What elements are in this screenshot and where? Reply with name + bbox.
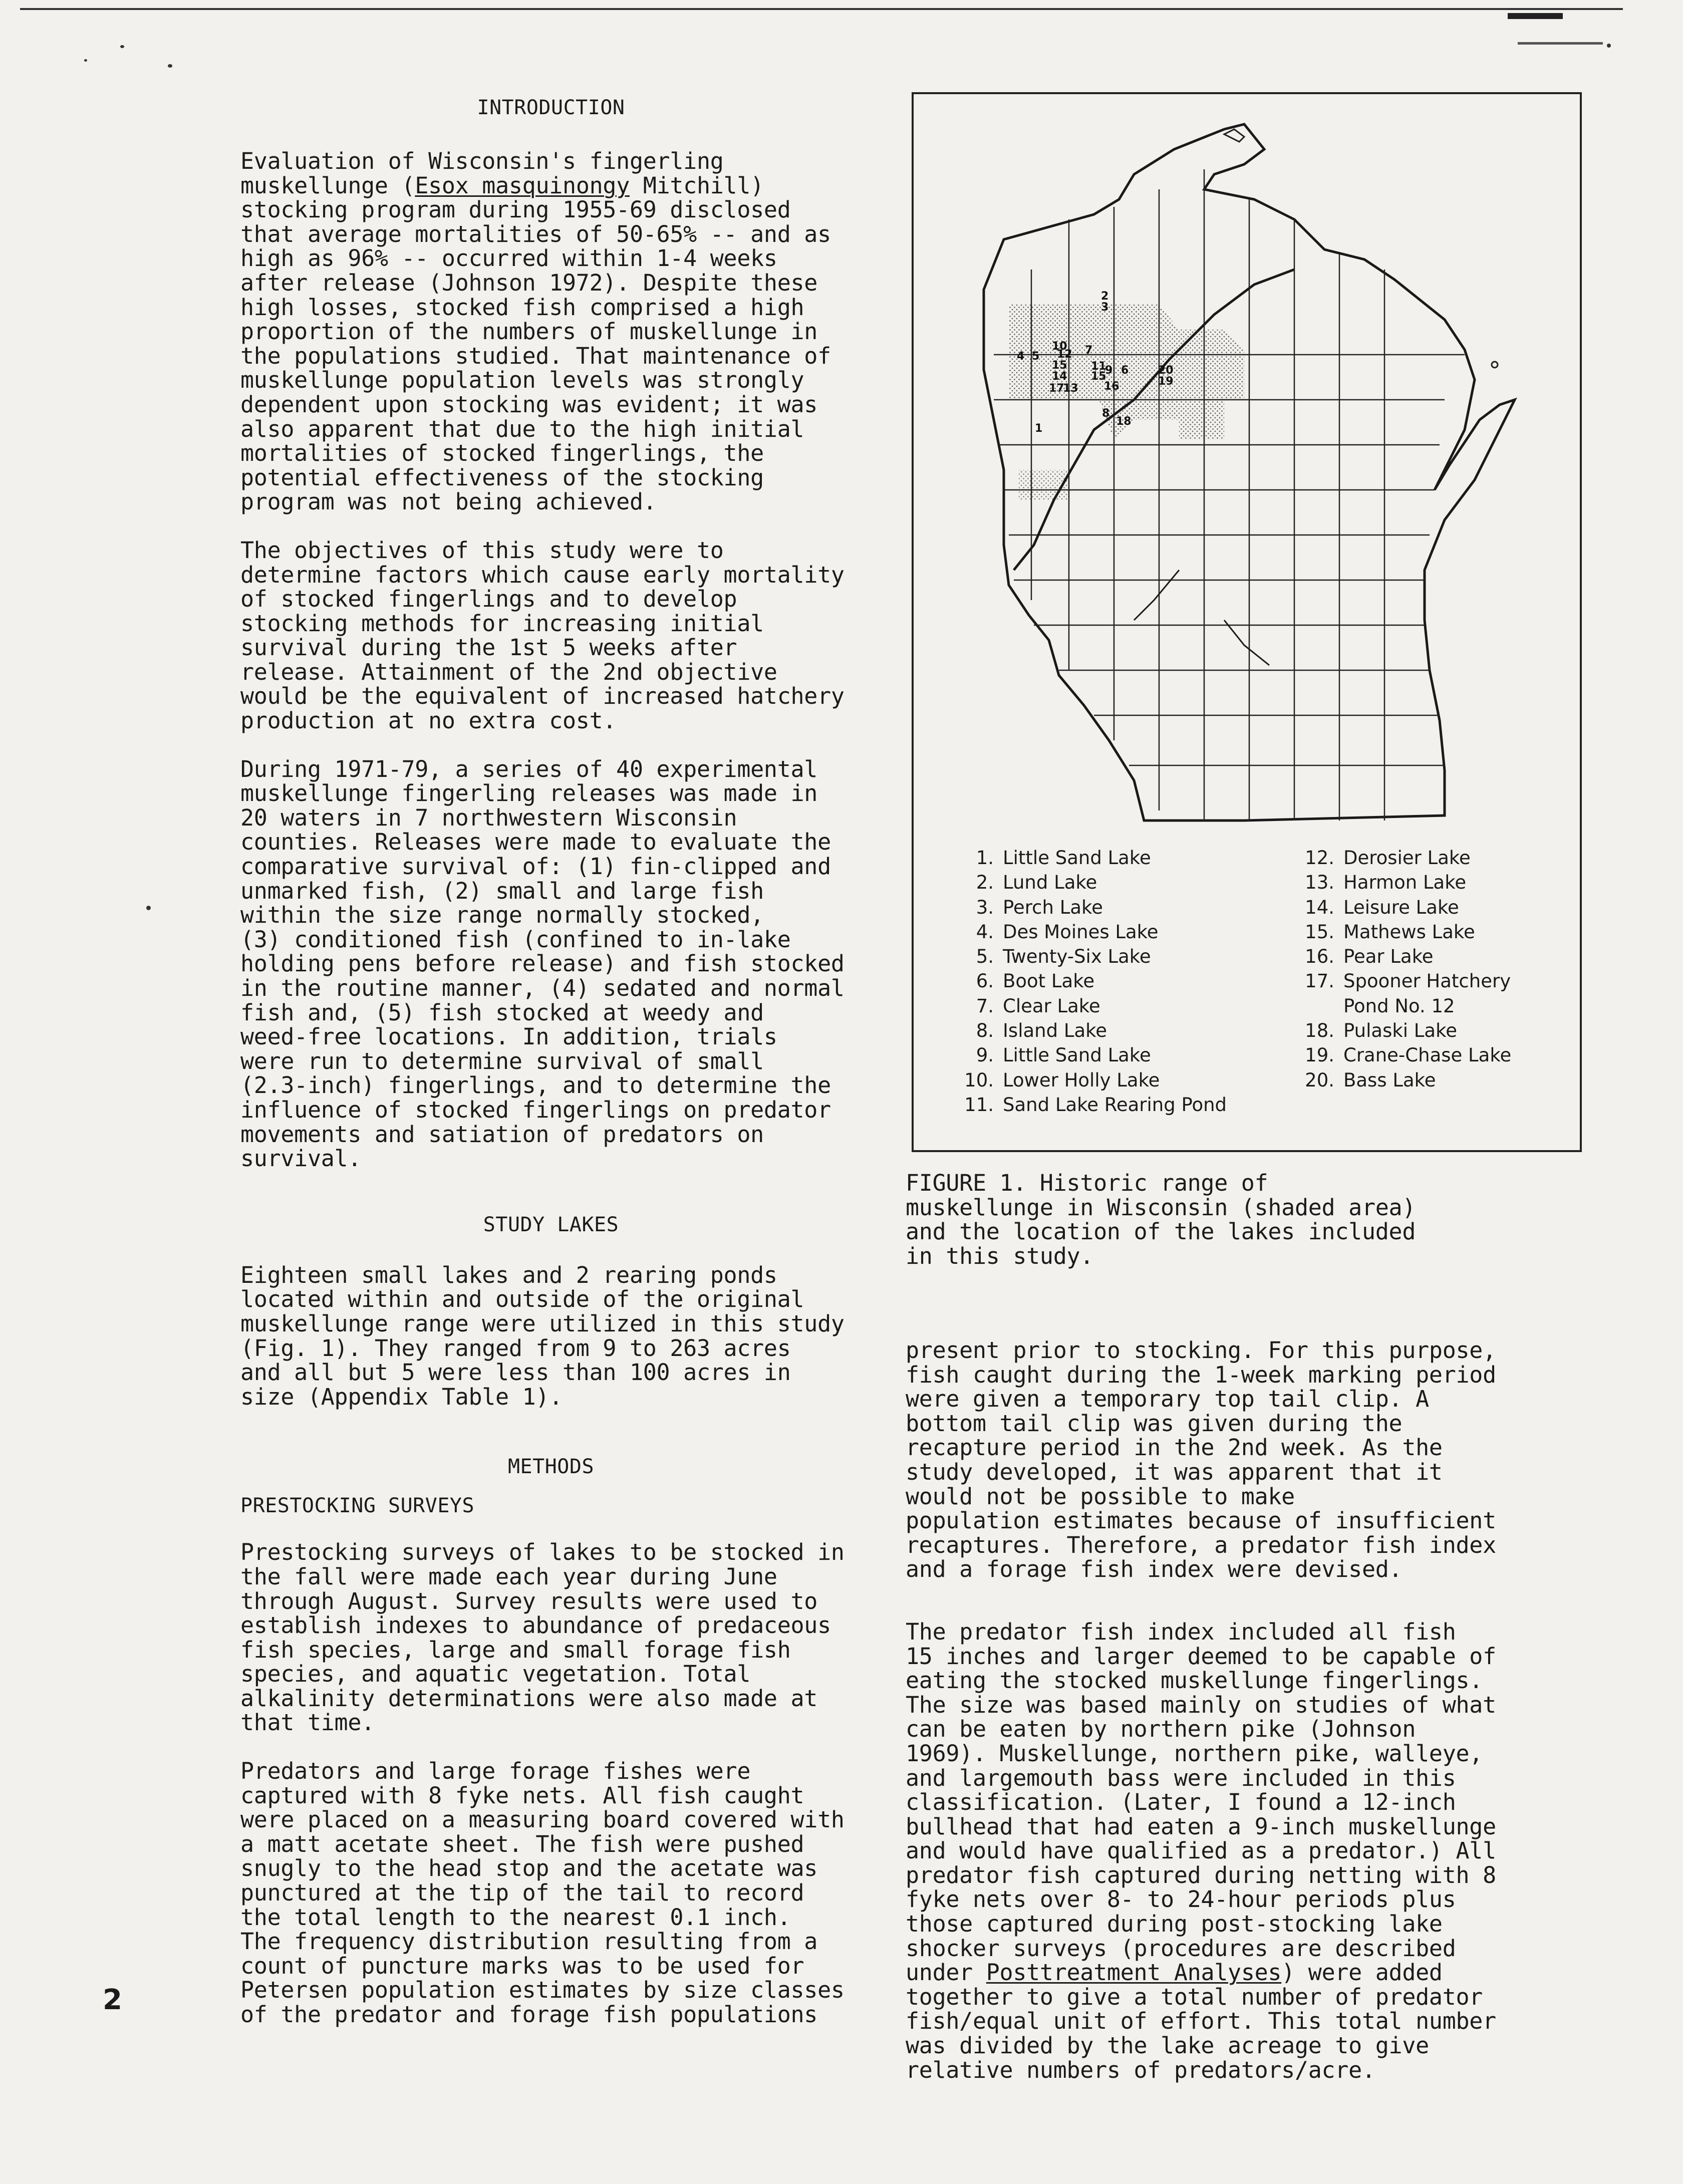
- legend-number: 15.: [1305, 921, 1334, 943]
- text-line: muskellunge in Wisconsin (shaded area): [906, 1194, 1416, 1221]
- methods-heading: METHODS: [507, 1455, 595, 1479]
- text-line: were given a temporary top tail clip. A: [906, 1386, 1429, 1413]
- study-lakes-heading: STUDY LAKES: [483, 1213, 619, 1236]
- text-line: that average mortalities of 50-65% -- and as: [240, 220, 831, 247]
- text-fragment: under: [906, 1959, 986, 1986]
- text-line: influence of stocked fingerlings on predator: [240, 1096, 831, 1123]
- text-line: captured with 8 fyke nets. All fish caught: [240, 1782, 804, 1809]
- map-lake-number: 17: [1049, 382, 1064, 395]
- text-line: Petersen population estimates by size classes: [240, 1977, 845, 2004]
- legend-number: 7.: [976, 995, 994, 1017]
- legend-number: 16.: [1305, 946, 1334, 968]
- text-line: bottom tail clip was given during the: [906, 1410, 1402, 1437]
- legend-item: [949, 1093, 1249, 1117]
- text-line: fyke nets over 8- to 24-hour periods plus: [906, 1886, 1456, 1913]
- legend-number: 12.: [1305, 847, 1334, 869]
- text-line: of stocked fingerlings and to develop: [240, 586, 737, 613]
- text-line: high losses, stocked fish comprised a high: [240, 294, 804, 321]
- study-lakes-paragraph: [240, 1263, 862, 1410]
- text-line: weed-free locations. In addition, trials: [240, 1023, 777, 1050]
- text-line: population estimates because of insufficient: [906, 1507, 1496, 1534]
- text-line: muskellunge range were utilized in this study: [240, 1310, 845, 1337]
- text-line: 20 waters in 7 northwestern Wisconsin: [240, 804, 737, 831]
- legend-lake-name: Derosier Lake: [1343, 847, 1471, 869]
- legend-item: [1289, 846, 1570, 870]
- text-line: and a forage fish index were devised.: [906, 1556, 1402, 1583]
- text-line: predator fish captured during netting with 8: [906, 1861, 1496, 1888]
- text-line: 1969). Muskellunge, northern pike, walleye,: [906, 1740, 1483, 1767]
- left-column: [240, 95, 862, 2027]
- scan-speck: [120, 45, 124, 48]
- text-line: and largemouth bass were included in this: [906, 1764, 1456, 1791]
- legend-number: 10.: [964, 1069, 994, 1091]
- text-line: eating the stocked muskellunge fingerlings.: [906, 1667, 1483, 1694]
- text-line: 15 inches and larger deemed to be capable of: [906, 1643, 1496, 1670]
- map-lake-number: 13: [1063, 382, 1078, 395]
- text-line: shocker surveys (procedures are described: [906, 1935, 1456, 1962]
- legend-item: [1289, 944, 1570, 969]
- right-paragraph-2: [906, 1620, 1537, 2082]
- scan-speck: [146, 906, 151, 910]
- intro-paragraph-3: [240, 757, 862, 1171]
- legend-lake-name: Perch Lake: [1003, 896, 1103, 918]
- text-line: also apparent that due to the high initial: [240, 415, 804, 442]
- text-line: and the location of the lakes included: [906, 1218, 1416, 1245]
- legend-lake-name: Island Lake: [1003, 1020, 1107, 1042]
- text-line: located within and outside of the original: [240, 1286, 804, 1313]
- text-line: fish caught during the 1-week marking period: [906, 1361, 1496, 1388]
- map-lake-number: 12: [1057, 348, 1072, 361]
- river: [1224, 620, 1269, 665]
- map-lake-number: 4: [1017, 350, 1025, 363]
- map-lake-number: 15: [1052, 359, 1067, 372]
- text-line: holding pens before release) and fish stocked: [240, 950, 845, 977]
- legend-item: [949, 846, 1249, 870]
- legend-item: [1289, 920, 1570, 944]
- map-lake-number: 9: [1105, 364, 1113, 377]
- text-line: survival.: [240, 1145, 362, 1172]
- text-line: During 1971-79, a series of 40 experimental: [240, 755, 818, 782]
- text-line: release. Attainment of the 2nd objective: [240, 658, 777, 685]
- text-line: potential effectiveness of the stocking: [240, 464, 764, 491]
- methods-paragraph-2: [240, 1759, 862, 2027]
- top-rule: [20, 8, 1623, 10]
- map-lake-number: 11: [1091, 360, 1106, 373]
- text-line: a matt acetate sheet. The fish were pushed: [240, 1830, 804, 1857]
- text-fragment: muskellunge (: [240, 172, 415, 199]
- text-line: fish and, (5) fish stocked at weedy and: [240, 999, 764, 1026]
- legend-number: 2.: [976, 872, 994, 894]
- text-line: dependent upon stocking was evident; it was: [240, 391, 818, 418]
- legend-number: 9.: [976, 1044, 994, 1066]
- map-lake-number: 3: [1101, 301, 1109, 314]
- text-line: bullhead that had eaten a 9-inch muskellunge: [906, 1813, 1496, 1840]
- legend-number: 4.: [976, 921, 994, 943]
- intro-paragraph-2: [240, 538, 862, 733]
- text-line: Eighteen small lakes and 2 rearing ponds: [240, 1261, 777, 1288]
- text-line: the fall were made each year during June: [240, 1563, 777, 1590]
- text-line: snugly to the head stop and the acetate was: [240, 1855, 818, 1882]
- text-line: (3) conditioned fish (confined to in-lake: [240, 926, 791, 953]
- page-number: 2: [103, 1984, 122, 2016]
- text-line: species, and aquatic vegetation. Total: [240, 1661, 751, 1688]
- legend-item: [949, 1043, 1249, 1067]
- legend-lake-name: Twenty-Six Lake: [1003, 946, 1151, 968]
- text-line: that time.: [240, 1709, 375, 1736]
- text-line: high as 96% -- occurred within 1-4 weeks: [240, 245, 777, 272]
- legend-number: 14.: [1305, 896, 1334, 918]
- text-line: [240, 174, 862, 198]
- legend-item: [949, 944, 1249, 969]
- map-lake-number: 18: [1116, 415, 1132, 428]
- map-lake-number: 16: [1104, 380, 1119, 393]
- legend-item: [1289, 1068, 1570, 1093]
- text-line: of the predator and forage fish populations: [240, 2001, 818, 2028]
- methods-paragraph-1: [240, 1540, 862, 1735]
- legend-right: [1289, 846, 1570, 1093]
- text-line: comparative survival of: (1) fin-clipped and: [240, 853, 831, 880]
- text-line: The frequency distribution resulting from a: [240, 1928, 818, 1955]
- text-line: Predators and large forage fishes were: [240, 1758, 751, 1785]
- text-line: The objectives of this study were to: [240, 536, 724, 564]
- map-lake-number: 20: [1158, 364, 1174, 377]
- legend-number: 1.: [976, 847, 994, 869]
- legend-number: 19.: [1305, 1044, 1334, 1066]
- text-line: and would have qualified as a predator.) All: [906, 1837, 1496, 1864]
- text-line: the total length to the nearest 0.1 inch.: [240, 1903, 791, 1931]
- right-paragraph-1: [906, 1338, 1537, 1582]
- legend-lake-name: Leisure Lake: [1343, 896, 1459, 918]
- legend-lake-name: Des Moines Lake: [1003, 921, 1159, 943]
- text-line: study developed, it was apparent that it: [906, 1458, 1443, 1485]
- legend-lake-name: Bass Lake: [1343, 1069, 1436, 1091]
- text-line: [906, 1961, 1537, 1985]
- species-name: Esox masquinongy: [415, 172, 630, 199]
- text-line: mortalities of stocked fingerlings, the: [240, 440, 764, 467]
- legend-number: 3.: [976, 896, 994, 918]
- legend-lake-name: Harmon Lake: [1343, 872, 1467, 894]
- legend-item: [949, 1018, 1249, 1043]
- legend-number: 5.: [976, 946, 994, 968]
- map-lake-number: 14: [1052, 370, 1067, 383]
- text-fragment: Mitchill): [630, 172, 764, 199]
- legend-lake-name: Spooner Hatchery Pond No. 12: [1343, 970, 1511, 1017]
- text-line: program was not being achieved.: [240, 488, 657, 515]
- legend-item: [1289, 969, 1570, 1018]
- legend-number: 13.: [1305, 872, 1334, 894]
- introduction-heading: INTRODUCTION: [477, 96, 625, 119]
- text-line: would not be possible to make: [906, 1483, 1295, 1510]
- map-lake-number: 7: [1085, 344, 1093, 357]
- legend-number: 18.: [1305, 1020, 1334, 1042]
- legend-item: [949, 1068, 1249, 1093]
- legend-lake-name: Little Sand Lake: [1003, 847, 1151, 869]
- legend-item: [949, 920, 1249, 944]
- text-line: establish indexes to abundance of predaceous: [240, 1612, 831, 1639]
- text-line: were run to determine survival of small: [240, 1047, 764, 1074]
- legend-item: [949, 895, 1249, 920]
- text-line: (Fig. 1). They ranged from 9 to 263 acres: [240, 1334, 791, 1361]
- map-lake-number: 15: [1091, 370, 1106, 383]
- legend-lake-name: Sand Lake Rearing Pond: [1003, 1094, 1227, 1116]
- text-line: production at no extra cost.: [240, 707, 617, 734]
- text-line: stocking program during 1955-69 disclosed: [240, 196, 791, 223]
- legend-lake-name: Lower Holly Lake: [1003, 1069, 1160, 1091]
- text-line: movements and satiation of predators on: [240, 1121, 764, 1148]
- text-line: can be eaten by northern pike (Johnson: [906, 1716, 1416, 1743]
- text-line: recapture period in the 2nd week. As the: [906, 1434, 1443, 1461]
- legend-lake-name: Crane-Chase Lake: [1343, 1044, 1512, 1066]
- text-line: after release (Johnson 1972). Despite these: [240, 269, 818, 296]
- legend-item: [949, 994, 1249, 1018]
- scan-speck: [168, 64, 172, 68]
- text-line: were placed on a measuring board covered with: [240, 1806, 845, 1833]
- text-line: count of puncture marks was to be used for: [240, 1952, 804, 1979]
- text-line: within the size range normally stocked,: [240, 902, 764, 929]
- text-line: and all but 5 were less than 100 acres in: [240, 1359, 791, 1386]
- legend-number: 8.: [976, 1020, 994, 1042]
- legend-number: 11.: [964, 1094, 994, 1116]
- island: [1224, 129, 1244, 142]
- legend-item: [1289, 895, 1570, 920]
- wisconsin-map: [944, 119, 1555, 866]
- legend-item: [1289, 870, 1570, 895]
- river: [1134, 570, 1179, 620]
- legend-lake-name: Boot Lake: [1003, 970, 1095, 992]
- figure-caption: [906, 1171, 1542, 1268]
- right-column: [906, 1338, 1537, 2082]
- legend-item: [1289, 1043, 1570, 1067]
- text-line: proportion of the numbers of muskellunge in: [240, 318, 818, 345]
- map-lake-number: 1: [1035, 422, 1043, 435]
- caption-text: [906, 1171, 1542, 1268]
- text-line: punctured at the tip of the tail to record: [240, 1879, 804, 1906]
- text-line: Prestocking surveys of lakes to be stocked in: [240, 1539, 845, 1566]
- text-line: fish species, large and small forage fish: [240, 1636, 791, 1663]
- text-line: stocking methods for increasing initial: [240, 610, 764, 637]
- legend-left: [949, 846, 1249, 1117]
- text-line: present prior to stocking. For this purpose,: [906, 1337, 1496, 1363]
- map-lake-number: 2: [1101, 290, 1109, 303]
- text-line: (2.3-inch) fingerlings, and to determine the: [240, 1072, 831, 1099]
- text-line: recaptures. Therefore, a predator fish index: [906, 1531, 1496, 1558]
- scan-speck: [1607, 44, 1611, 48]
- text-line: muskellunge fingerling releases was made in: [240, 780, 818, 807]
- intro-paragraph-1: [240, 149, 862, 514]
- text-line: in the routine manner, (4) sedated and normal: [240, 975, 845, 1001]
- text-line: muskellunge population levels was strongly: [240, 367, 804, 394]
- text-line: determine factors which cause early mortality: [240, 561, 845, 588]
- prestocking-surveys-subheading: PRESTOCKING SURVEYS: [240, 1494, 475, 1518]
- text-line: counties. Releases were made to evaluate the: [240, 829, 831, 856]
- text-line: was divided by the lake acreage to give: [906, 2032, 1429, 2059]
- text-line: would be the equivalent of increased hatchery: [240, 683, 845, 710]
- island: [1492, 362, 1498, 368]
- text-line: together to give a total number of predator: [906, 1983, 1483, 2010]
- text-line: FIGURE 1. Historic range of: [906, 1170, 1268, 1196]
- text-line: relative numbers of predators/acre.: [906, 2056, 1375, 2083]
- scan-mark: [1508, 13, 1563, 19]
- legend-number: 20.: [1305, 1069, 1334, 1091]
- text-line: the populations studied. That maintenance of: [240, 342, 831, 369]
- text-line: alkalinity determinations were also made at: [240, 1685, 818, 1712]
- text-line: unmarked fish, (2) small and large fish: [240, 877, 764, 904]
- legend-lake-name: Lund Lake: [1003, 872, 1097, 894]
- legend-lake-name: Little Sand Lake: [1003, 1044, 1151, 1066]
- legend-number: 6.: [976, 970, 994, 992]
- legend-lake-name: Clear Lake: [1003, 995, 1100, 1017]
- legend-lake-name: Pulaski Lake: [1343, 1020, 1457, 1042]
- legend-number: 17.: [1305, 970, 1334, 992]
- text-line: Evaluation of Wisconsin's fingerling: [240, 148, 724, 174]
- text-line: those captured during post-stocking lake: [906, 1910, 1443, 1938]
- scan-mark: [1518, 42, 1603, 45]
- text-line: through August. Survey results were used to: [240, 1587, 818, 1614]
- legend-lake-name: Mathews Lake: [1343, 921, 1475, 943]
- map-lake-number: 6: [1121, 364, 1129, 377]
- legend-item: [949, 870, 1249, 895]
- scan-speck: [84, 59, 87, 62]
- cross-reference: Posttreatment Analyses: [986, 1959, 1282, 1986]
- text-fragment: ) were added: [1281, 1959, 1443, 1986]
- legend-lake-name: Pear Lake: [1343, 946, 1434, 968]
- map-lake-number: 8: [1102, 407, 1110, 420]
- text-line: classification. (Later, I found a 12-inch: [906, 1789, 1456, 1816]
- text-line: in this study.: [906, 1242, 1094, 1269]
- legend-item: [949, 969, 1249, 993]
- text-line: The size was based mainly on studies of what: [906, 1691, 1496, 1718]
- map-lake-number: 19: [1158, 375, 1174, 388]
- map-lake-number: 10: [1052, 340, 1067, 353]
- text-line: The predator fish index included all fish: [906, 1618, 1456, 1645]
- legend-item: [1289, 1018, 1570, 1043]
- text-line: survival during the 1st 5 weeks after: [240, 634, 737, 661]
- text-line: fish/equal unit of effort. This total number: [906, 2008, 1496, 2035]
- figure-1: [912, 92, 1582, 1152]
- text-line: size (Appendix Table 1).: [240, 1383, 563, 1410]
- map-lake-number: 5: [1032, 350, 1040, 363]
